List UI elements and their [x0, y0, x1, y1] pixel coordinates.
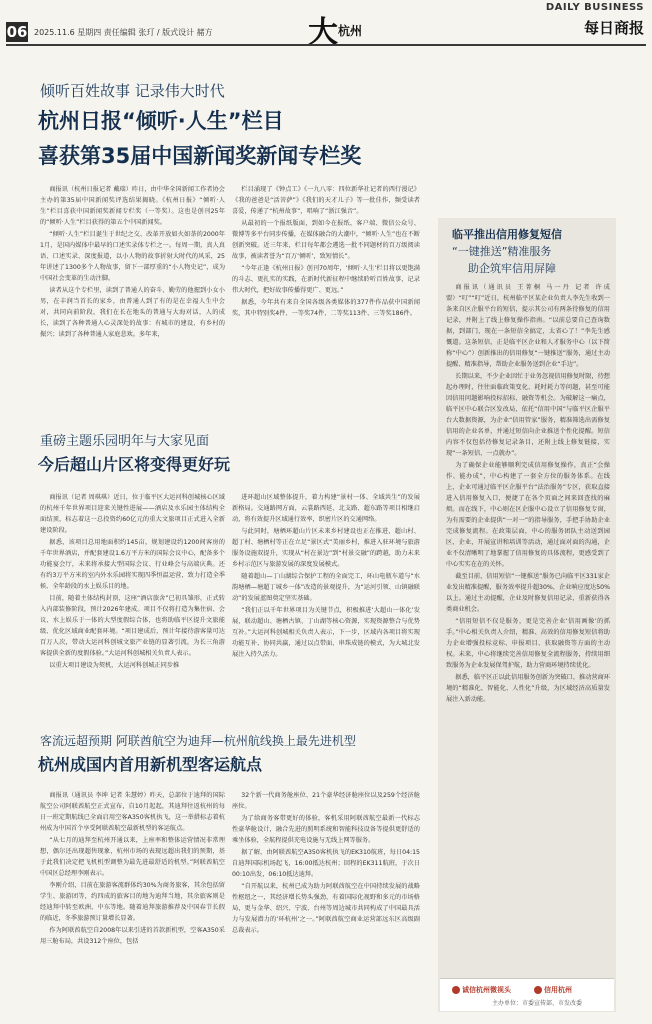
paragraph: 32个新一代商务舱座位、21个豪华经济舱座位以及259个经济舱座位。	[232, 792, 420, 810]
story3-kicker: 客流远超预期 阿联酋航空为迪拜—杭州航线换上最先进机型	[40, 734, 356, 748]
story1-headline-line1: 杭州日报“倾听·人生”栏目	[38, 109, 284, 133]
paragraph: “从七月的迪拜至杭州开通以来，上座率和整体运营情况非常理想，偶尔还出现超售现象，杭州市场的表现远超出我们的预期，基于此我们决定把飞机机型调整为最先进最舒适的机型。”阿联酋航空中国区总经理李刚表示。	[40, 837, 225, 877]
logo-text: 诚信杭州微视头	[462, 986, 511, 994]
paragraph: 作为阿联酋航空自2008年以来引进的首款新机型，空客A350采用三舱布局，共设312个座位，包括	[40, 927, 225, 945]
dateline: 2025.11.6 星期四 责任编辑 张玎 / 版式设计 赭方	[34, 28, 213, 37]
sponsor-credit: 主办单位：市委宣传部、市发改委	[492, 1000, 583, 1007]
story3-headline: 杭州成国内首用新机型客运航点	[38, 755, 263, 774]
paragraph: 为了确保企业能够顺利完成信用修复操作，真正“会操作、能办成”，中心构建了一套全方位的服务体系。在线上，企业可通过临平区企服平台“法治服务”专区，获取直接进入信用修复入口，便捷了在各个页面之间来回查找的麻烦。而在线下，中心则在区企服中心设立了信用修复专窗，为有需要的企业提供“一对一”的指导服务，手把手协助企业完成修复流程。在政策层面，中心的服务团队主动送到园区、企业，开展宣讲和培训等活动，通过面对面的沟通，企业不仅清晰明了地掌握了信用修复的具体流程，更感受到了中心实实在在的关怀。	[446, 462, 610, 568]
seal-icon	[452, 986, 460, 994]
paragraph: 李刚介绍，目前在旅游客流群体约30%为商务旅客，其余包括留学生、旅游团等，约四成的旅客目的地为迪拜当地，其余旅客则是经迪拜中转至欧洲、中东等地。随着迪拜旅游推荐及中国春节长假的临近，冬季旅游预订量增长显著。	[40, 882, 225, 922]
sidebar-headline: 临平推出信用修复短信	[452, 228, 562, 241]
paragraph: 栏目涌现了《钟点工》《一九八零：四位新华社记者的西行漫记》《我的爸爸是“活菩萨”》《我们的天才儿子》等一批佳作，频受读者喜爱，传递了“杭州故事”，唱响了“浙江强音”。	[232, 186, 420, 215]
paragraph: 从最初的一个报纸版面，到如今在报纸、客户端、微信公众号、微博等多平台同步传播，在媒体融合的大潮中，“倾听·人生”也在不断创新突破。近三年来，栏目每年都会遴选一批不同题材的百万级阅读故事，被读者誉为“百万‘倾听’，致短情长”。	[232, 220, 420, 260]
paragraph: “今年正逢《杭州日报》创刊70周年，‘倾听·人生’栏目将以更饱满的斗志、更扎实的实践，在新时代新征程中继续聆听百姓故事，记录伟大时代，把好故事传播得更广、更远。”	[232, 265, 420, 294]
page-header	[0, 0, 652, 50]
brand-chinese: 每日商报	[583, 19, 644, 37]
paragraph: 随着超山—丁山湖综合保护工程的全面完工，环山电瓶车道与“水韵塘栖—塘超丁城乡一体”改造的景观提升，为“运河引领、山镇融联动”的发展蓝图奠定坚实基础。	[232, 573, 420, 602]
story2-column-1	[40, 492, 225, 716]
story2-kicker: 重磅主题乐园明年与大家见面	[40, 434, 210, 449]
paragraph: 商报讯（记者 周琪琪）近日，位于临平区大运河科创城核心区域的杭州千年世界项目迎来关键性进展——酒店及水乐园主体结构全面结顶，标志着这一总投资约60亿元的重大文旅项目正式进入全新建设阶段。	[40, 494, 225, 534]
sidebar-subheadline-2: 助企筑牢信用屏障	[468, 262, 556, 275]
paragraph: 以重大项目建设为契机，大运河科创城正同步推	[49, 662, 180, 669]
paragraph: 商报讯（杭州日报记者 戴瑞）昨日，由中华全国新闻工作者协会主办的第35届中国新闻奖评选结果揭晓。《杭州日报》“倾听·人生”栏目喜获中国新闻奖新闻专栏奖（一等奖）。这也是创刊25年的“倾听·人生”栏目获得的第五个中国新闻奖。	[40, 186, 225, 226]
paragraph: “信用短信不仅是服务，更是完善企业‘信用画像’的抓手。”中心相关负责人介绍，精准、高效的信用修复短信将助力企业增强投标竞标、申报项目、获取融资等方面的主动权。未来，中心将继续完善信用修复全流程服务，持续用细致服务为企业发展保驾护航，助力营商环境持续优化。	[446, 618, 610, 669]
paragraph: “我们正以千年世界项目为关键节点，积极推进‘大超山一体化’发展，联动超山、塘栖古镇、丁山湖等核心资源，实现资源整合与优势互补。”大运河科创城相关负责人表示，下一步，区域内各项目将实现功能互补、协同共赢，通过以点带面、串珠成链的模式，为大城北发展注入持久活力。	[232, 607, 420, 658]
paragraph: 进环超山区域整体提升，着力构建“景村一体、全域共生”的发展新格局。交通路网方面，云裳路西延、北支路、超东路等项目相继启动，将有效提升区域通行效率，织密片区的交通网络。	[232, 494, 420, 523]
paragraph: 据悉，临平区正以此信用服务创新为突破口，推动营商环境的“精准化、智能化、人性化”升级，为区域经济高质量发展注入新动能。	[446, 674, 610, 703]
story1-headline-line2: 喜获第35届中国新闻奖新闻专栏奖	[38, 144, 362, 168]
story2-headline: 今后超山片区将变得更好玩	[38, 455, 231, 474]
logo-xinyong-hangzhou	[534, 985, 572, 995]
story1-kicker: 倾听百姓故事 记录伟大时代	[40, 82, 225, 100]
story1-column-2	[232, 184, 420, 410]
logo-text: 信用杭州	[544, 986, 572, 994]
paragraph: “自开航以来，杭州已成为助力阿联酋航空在中国持续发展的战略性枢纽之一，其经济增长势头强劲，有着国际化视野和多元的市场格局，更与金华、绍兴、宁波、台州等周边城市共同构成了中国最具活力与发展潜力的‘环杭州’之一。”阿联酋航空商业运营部远东区高级副总裁表示。	[232, 883, 420, 934]
paragraph: 与此同时，塘栖环超山片区未来乡村建设也正在推进，超山村、超丁村、塘栖村等正在立足“景区式”美丽乡村，推进入驻环境与旅游服务设施双提升，实现从“村在景边”到“村景交融”的跨越，助力未来乡村示范区与旅游发展的深度发展模式。	[232, 528, 420, 568]
paragraph: 长期以来，不少企业因忙于业务忽视信用修复时限，待想起办理时，往往面临政策变化、耗时耗力等问题，甚至可能因信用问题影响投标招标、融资等机会。为破解这一痛点，临平区中心联合区发改局，依托“信用中国”与临平区企服平台大数据资源，为企业“信用管家”服务，精准筛选出需修复信用的企业名单，并通过短信向企业推送个性化提醒。短信内容不仅包括待修复记录条目，还附上线上修复链接，实现“一条短信、一点就办”。	[446, 373, 610, 457]
paragraph: 为了给商务客带更好的体验，客机采用阿联酋航空最新一代标志性豪华舱设计，融合先进的照明系统和智能科技设备等提供更舒适的乘坐体验，全航程提供充电设施与无线上网等服务。	[232, 815, 420, 844]
paragraph: “倾听·人生”栏目诞生于世纪之交、改革开放如火如荼的2000年1月，是国内媒体中最早的口述实录体专栏之一。每周一期，真人真语、口述实录、深度报道，以小人物的故事折射大时代的风采，25年讲述了1300多个人物故事，留下一部厚重的“小人物史记”，成为中国社会变革的生动注脚。	[40, 231, 225, 282]
page-number: 06	[6, 23, 28, 41]
seal-icon	[534, 986, 542, 994]
section-city: 杭州	[338, 24, 363, 38]
paragraph: 目前，随着主体结构封顶，这座“酒店旅舍”已初具雏形，正式转入内部装修阶段，预计2026年建成。项目不仅将打造为集住宿、会议、水上娱乐于一体的大型度假综合体，也将助临平区提升文旅能级、优化区域商业配套环境。“项目建成后，预计年接待游客量可达百万人次，带动大运河科创城文旅产业链的显著引流，为长三角游客提供全新的度假体验。”大运河科创城相关负责人表示。	[40, 595, 225, 657]
paragraph: 据悉，今年共有来自全国各级各类媒体的377件作品获中国新闻奖，其中特别奖4件、一等奖74件、二等奖113件、三等奖186件。	[232, 299, 420, 317]
story1-column-1	[40, 184, 225, 410]
story3-column-2	[232, 790, 420, 1014]
paragraph: 读者从这个专栏里，读到了普通人的奋斗、勤劳的他握到小女小男，在丰润当首长的家乡，由普通人到了有的是在幸福人生中会对，共同向前阶段，我们在长在地头的普通与大海对话，人的成长，读到了各种普通人心灵深处的故事：有城市的建设、有乡村的振兴；读到了各种普通人家庭悲欢。多年来，	[40, 287, 225, 338]
sidebar-subheadline-1: “一键推送”精准服务	[452, 245, 552, 258]
story2-column-2	[232, 492, 420, 716]
section-logo: 大	[308, 15, 338, 50]
paragraph: 截至目前，信用短信“一键推送”服务已向临平区331家企业发出精准提醒，服务效率提升超30%，企业响应度达50%以上。通过主动提醒，企业及时修复信用记录，重新获得各类商业机会。	[446, 573, 610, 613]
logo-cheng-xin-hangzhou	[452, 985, 511, 995]
story3-column-1	[40, 790, 225, 1014]
brand-english: DAILY BUSINESS	[545, 2, 644, 13]
paragraph: 商报讯（通讯员 李坤 记者 朱慧婷）昨天，总部位于迪拜的国际航空公司阿联酋航空正式宣布，自10月起起，其迪拜往返杭州的每日一班定期航线已全面启用空客A350客机执飞，这一举措标志着杭州成为中国首个享受阿联酋航空最新机型的客运航点。	[40, 792, 225, 832]
paragraph: 据了解，由阿联酋航空A350客机执飞的EK310航班，每日04:15自迪拜国际机场起飞，16:00抵达杭州；回程的EK311航班，于次日00:10出发，06:10抵达迪拜。	[232, 849, 420, 878]
paragraph: 据悉，该项目总用地面积约145亩，规划建设约1200间客房的千年世界酒店，并配套建设1.6万平方米的国际会议中心，配备多个功能宴会厅，未来将承接大型国际会议、行业峰会与高端庆典。还有约3万平方米的室内外水乐园将实现四季恒温运营，致力打造全季候、全年龄段的水上娱乐目的地。	[40, 539, 225, 590]
sidebar-body	[446, 282, 610, 972]
paragraph: 商报讯（通讯员 王菁桐 马一丹 记者 许成盟）“叮”“叮”近日，杭州临平区某企业负责人李先生收到一条来自区企服平台的短信，提示其公司有两条待修复的信用记录，并附上了线上修复操作指南。“以前总要自己查询数据，到部门，现在一条短信全搞定，太省心了！”李先生感慨道。这条短信，正是临平区企业和人才服务中心（以下简称“中心”）创新推出的信用修复“一键推送”服务，通过主动提醒、精准指导，帮助企业服务送到企业“手边”。	[446, 284, 610, 368]
header-rule	[6, 44, 646, 46]
